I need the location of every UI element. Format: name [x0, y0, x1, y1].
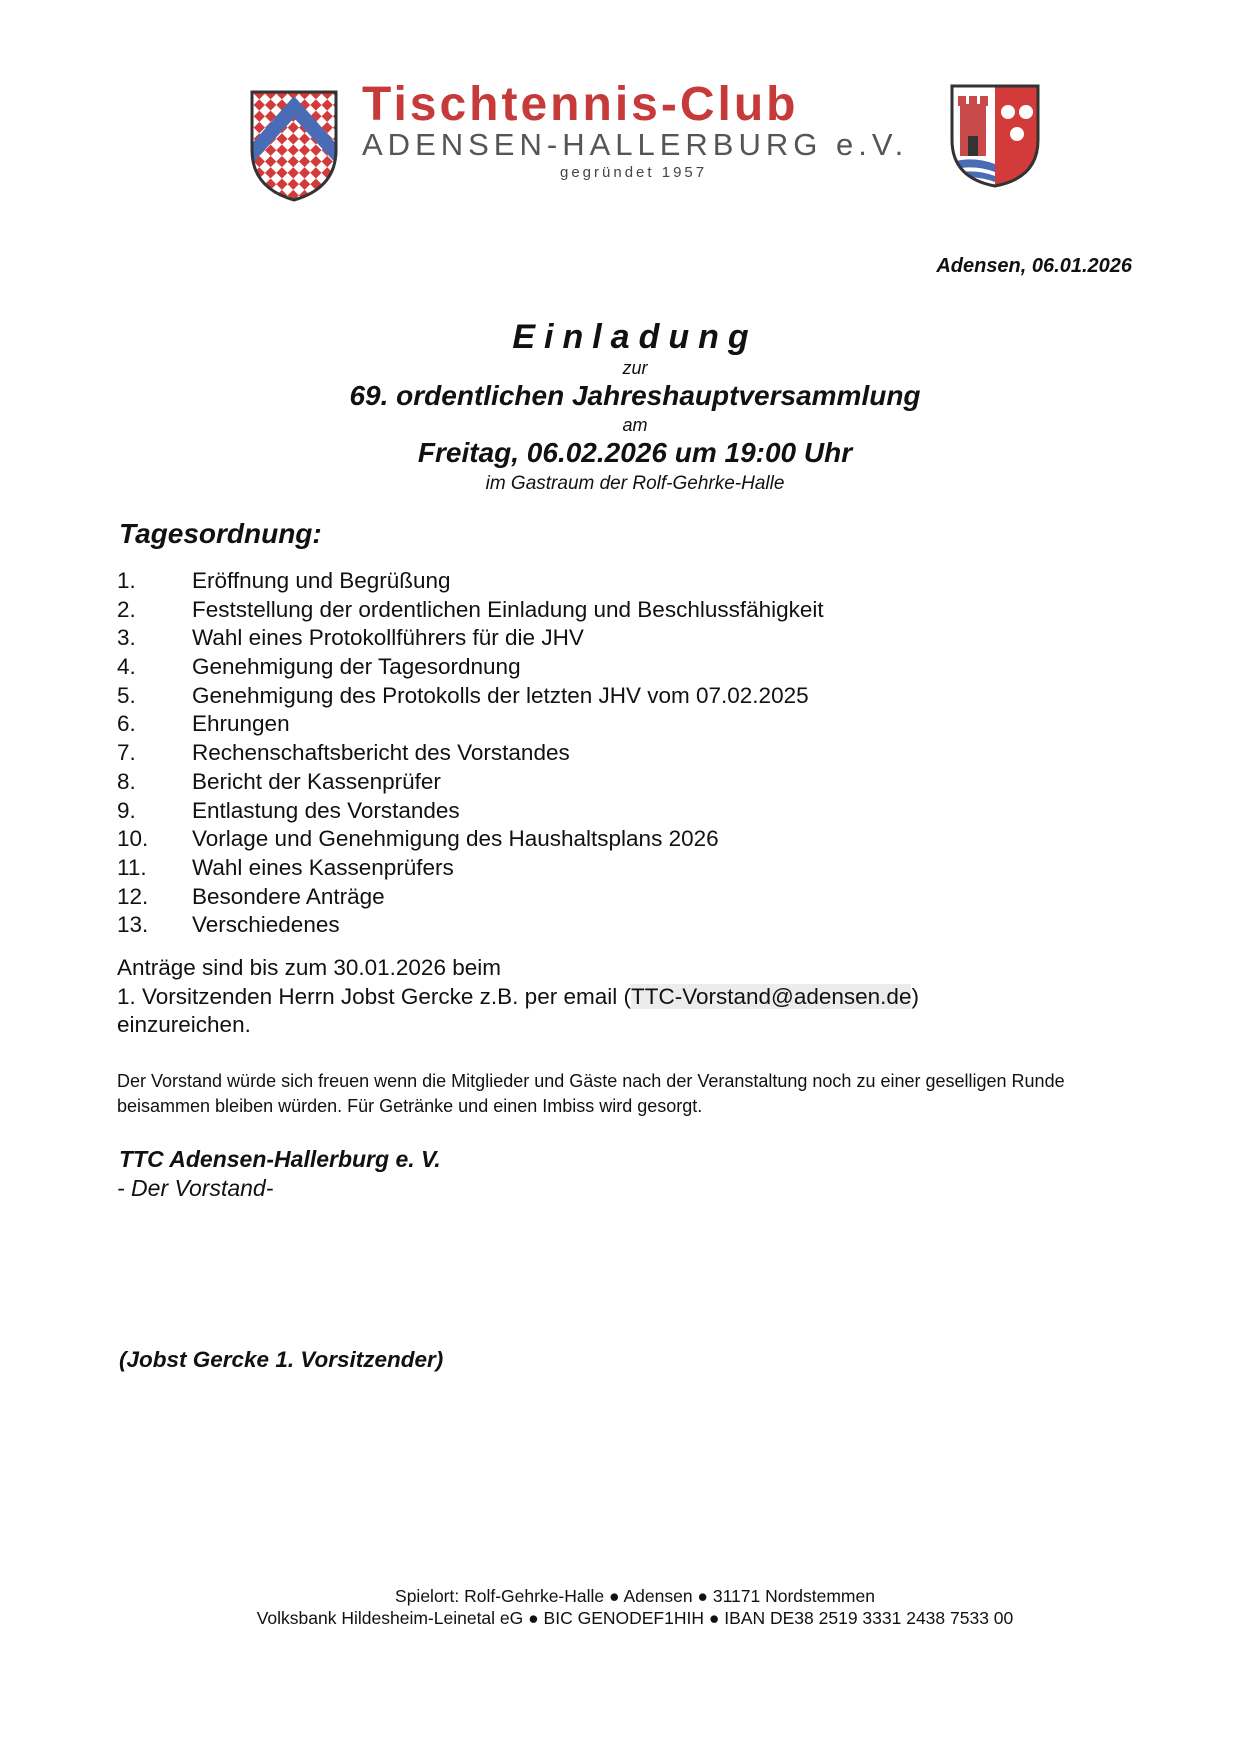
agenda-item [117, 710, 1017, 739]
club-subtitle: ADENSEN-HALLERBURG e.V. [362, 127, 909, 162]
agenda-item-number: 9. [117, 797, 136, 823]
agenda-item-number: 4. [117, 654, 136, 680]
invitation-title: Einladung [512, 318, 758, 356]
agenda-item [117, 624, 1017, 653]
agenda-item [117, 739, 1017, 768]
agenda-item-text: Bericht der Kassenprüfer [192, 768, 441, 794]
agenda-item-number: 13. [117, 912, 149, 938]
agenda-heading: Tagesordnung: [119, 518, 322, 549]
signature-club: TTC Adensen-Hallerburg e. V. [119, 1146, 441, 1172]
club-crest-left-icon [248, 88, 340, 204]
agenda-item-text: Besondere Anträge [192, 883, 385, 909]
agenda-item [117, 797, 1017, 826]
agenda-item-text: Entlastung des Vorstandes [192, 797, 460, 823]
meeting-title: 69. ordentlichen Jahreshauptversammlung [349, 380, 921, 411]
meeting-location: im Gastraum der Rolf-Gehrke-Halle [485, 473, 785, 494]
agenda-item [117, 825, 1017, 854]
agenda-item-text: Genehmigung des Protokolls der letzten JHV vom 07.02.2025 [192, 682, 809, 708]
agenda-item-text: Ehrungen [192, 711, 290, 737]
antraege-paragraph [117, 954, 919, 1040]
antraege-line-1: Anträge sind bis zum 30.01.2026 beim [117, 955, 501, 980]
word-zur: zur [622, 358, 648, 378]
agenda-item [117, 768, 1017, 797]
agenda-item-number: 10. [117, 826, 149, 852]
agenda-item-number: 12. [117, 883, 149, 909]
agenda-item [117, 596, 1017, 625]
footer-bank: Volksbank Hildesheim-Leinetal eG ● BIC GENODEF1HIH ● IBAN DE38 2519 3331 2438 7533 00 [256, 1608, 1014, 1628]
agenda-item-text: Genehmigung der Tagesordnung [192, 654, 521, 680]
agenda-item-number: 6. [117, 711, 136, 737]
agenda-item-number: 11. [117, 854, 147, 880]
signature-board: - Der Vorstand- [117, 1175, 274, 1201]
meeting-datetime: Freitag, 06.02.2026 um 19:00 Uhr [417, 437, 853, 468]
agenda-item-text: Eröffnung und Begrüßung [192, 568, 451, 593]
agenda-item [117, 854, 1017, 883]
agenda-item-number: 3. [117, 625, 136, 651]
antraege-line-3: einzureichen. [117, 1012, 251, 1038]
agenda-item-text: Rechenschaftsbericht des Vorstandes [192, 740, 570, 766]
antraege-line-2-text: 1. Vorsitzenden Herrn Jobst Gercke z.B. per email ( [117, 983, 631, 1009]
agenda-item-number: 8. [117, 768, 136, 794]
agenda-item-text: Wahl eines Kassenprüfers [192, 854, 454, 880]
agenda-item-number: 5. [117, 682, 136, 708]
document-date: Adensen, 06.01.2026 [936, 255, 1132, 277]
agenda-item-number: 7. [117, 740, 136, 766]
agenda-item-text: Verschiedenes [192, 912, 340, 938]
antraege-line-2 [117, 983, 919, 1012]
agenda-item [117, 911, 1017, 940]
agenda-item [117, 567, 1017, 596]
agenda-list [117, 567, 1017, 940]
club-founded: gegründet 1957 [560, 164, 708, 181]
agenda-item-text: Vorlage und Genehmigung des Haushaltsplans 2026 [192, 826, 719, 852]
agenda-item-number: 2. [117, 596, 136, 622]
agenda-item-number: 1. [117, 568, 136, 593]
email-link[interactable]: TTC-Vorstand@adensen.de [630, 983, 912, 1009]
club-crest-right-icon [948, 82, 1042, 190]
agenda-item-text: Wahl eines Protokollführers für die JHV [192, 625, 584, 651]
footer-venue: Spielort: Rolf-Gehrke-Halle ● Adensen ● 31171 Nordstemmen [395, 1586, 875, 1606]
club-name: Tischtennis-Club [362, 78, 799, 131]
social-note: Der Vorstand würde sich freuen wenn die Mitglieder und Gäste nach der Veranstaltung noch zu einer geselligen Runde beisammen bleiben würden. Für Getränke und einen Imbiss wird gesorgt. [117, 1071, 1065, 1116]
agenda-item [117, 682, 1017, 711]
word-am: am [622, 415, 648, 435]
agenda-item [117, 883, 1017, 912]
agenda-item [117, 653, 1017, 682]
agenda-item-text: Feststellung der ordentlichen Einladung und Beschlussfähigkeit [192, 596, 824, 622]
signature-name: (Jobst Gercke 1. Vorsitzender) [119, 1347, 444, 1372]
antraege-line-2-end: ) [911, 983, 919, 1009]
